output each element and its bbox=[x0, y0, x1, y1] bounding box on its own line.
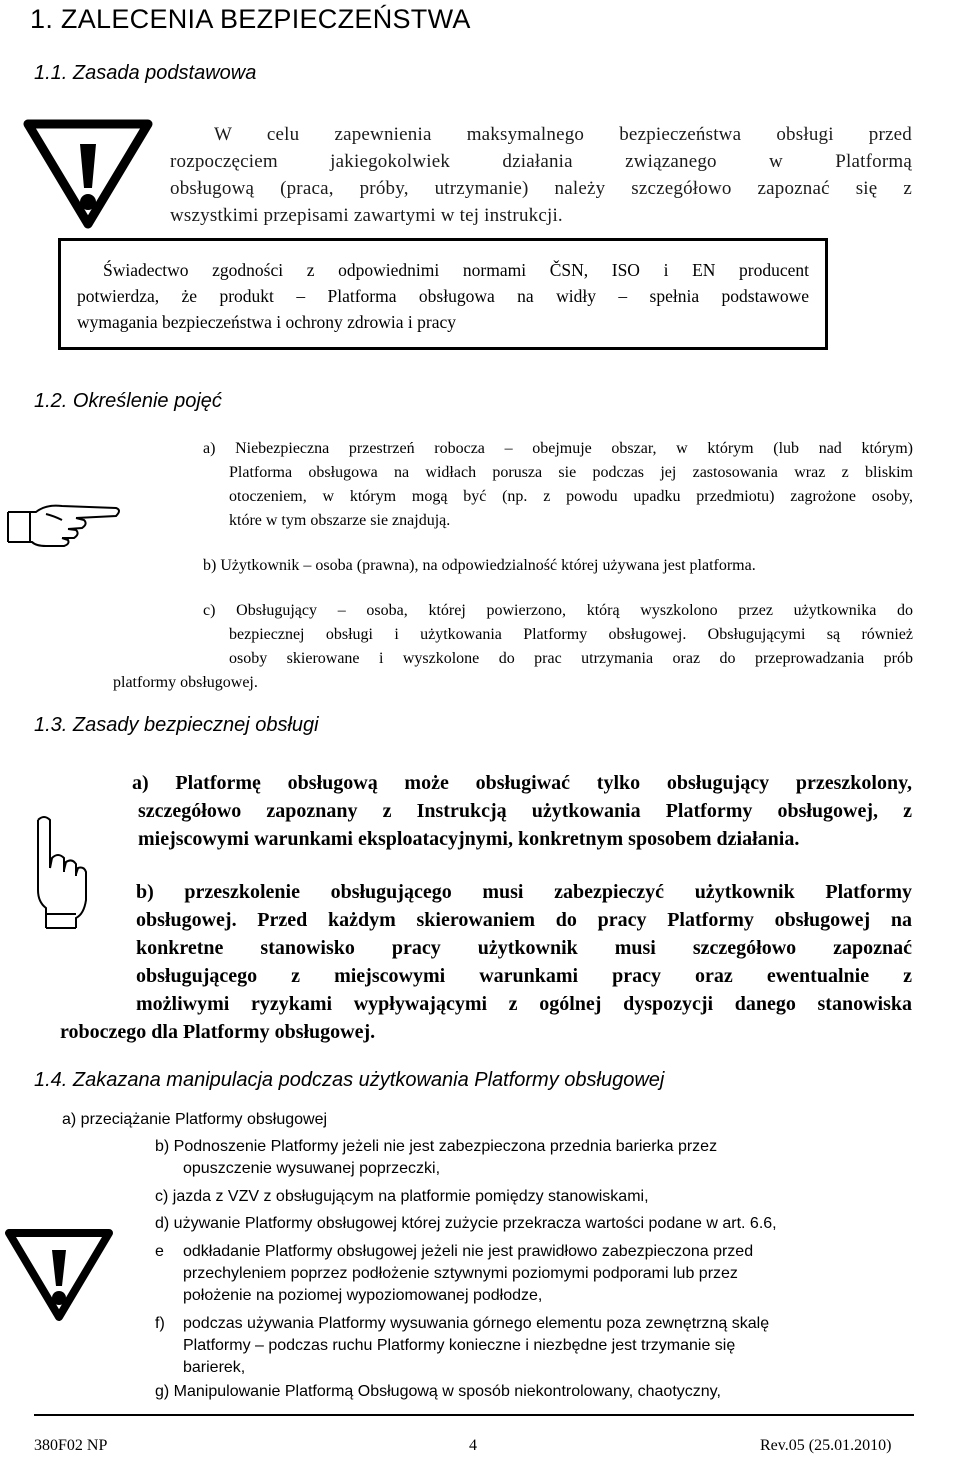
definition-line: Platforma obsługowa na widłach porusza sie podczas jej zastosowania wraz z bliskim bbox=[229, 464, 913, 481]
intro-line: wszystkimi przepisami zawartymi w tej instrukcji. bbox=[170, 205, 563, 226]
subsection-heading-1-1: 1.1. Zasada podstawowa bbox=[34, 62, 257, 84]
list-item-f: podczas używania Platformy wysuwania górnego elementu poza zewnętrzną skalę bbox=[183, 1315, 770, 1332]
intro-line: rozpoczęciem jakiegokolwiek działania związanego w Platformą bbox=[170, 151, 912, 172]
list-item-b-cont: opuszczenie wysuwanej poprzeczki, bbox=[183, 1160, 441, 1177]
definition-line: które w tym obszarze sie znajdują. bbox=[229, 512, 451, 529]
footer-revision: Rev.05 (25.01.2010) bbox=[760, 1437, 892, 1454]
rule-line: obsługowej. Przed każdym skierowaniem do pracy Platformy obsługowej na bbox=[136, 909, 912, 931]
subsection-heading-1-3: 1.3. Zasady bezpiecznej obsługi bbox=[34, 714, 319, 736]
footer-doc-code: 380F02 NP bbox=[34, 1437, 108, 1454]
box-line: potwierdza, że produkt – Platforma obsługowa na widły – spełnia podstawowe bbox=[77, 286, 809, 306]
definition-line: otoczeniem, w którym mogą być (np. z powodu upadku przedmiotu) zagrożone osoby, bbox=[229, 488, 913, 505]
definition-line: osoby skierowane i wyszkolone do prac utrzymania oraz do przeprowadzania prób bbox=[229, 650, 913, 667]
rule-line: obsługującego z miejscowymi warunkami pracy oraz ewentualnie z bbox=[136, 965, 912, 987]
rule-line: roboczego dla Platformy obsługowej. bbox=[60, 1021, 376, 1043]
list-item-b: b) Podnoszenie Platformy jeżeli nie jest zabezpieczona przednia barierka przez bbox=[155, 1138, 718, 1155]
footer-divider bbox=[34, 1414, 914, 1416]
definition-line: c) Obsługujący – osoba, której powierzono, którą wyszkolono przez użytkownika do bbox=[203, 602, 913, 619]
list-item-f-cont: barierek, bbox=[183, 1359, 246, 1376]
list-item-c: c) jazda z VZV z obsługującym na platformie pomiędzy stanowiskami, bbox=[155, 1188, 649, 1205]
list-item-e: odkładanie Platformy obsługowej jeżeli nie jest prawidłowo zabezpieczona przed bbox=[183, 1243, 754, 1260]
list-item-g: g) Manipulowanie Platformą Obsługową w sposób niekontrolowany, chaotyczny, bbox=[155, 1383, 721, 1400]
rule-line: miejscowymi warunkami eksploatacyjnymi, konkretnym sposobem działania. bbox=[138, 828, 800, 850]
list-item-a: a) przeciążanie Platformy obsługowej bbox=[62, 1111, 328, 1128]
list-item-f-marker: f) bbox=[155, 1315, 165, 1332]
list-item-e-marker: e bbox=[155, 1243, 164, 1260]
definition-line: a) Niebezpieczna przestrzeń robocza – obejmuje obszar, w którym (lub nad którym) bbox=[203, 440, 913, 457]
section-title: 1. ZALECENIA BEZPIECZEŃSTWA bbox=[30, 4, 471, 34]
rule-line: konkretne stanowisko pracy użytkownik musi szczegółowo zapoznać bbox=[136, 937, 912, 959]
intro-line: W celu zapewnienia maksymalnego bezpieczeństwa obsługi przed bbox=[214, 124, 912, 145]
subsection-heading-1-2: 1.2. Określenie pojęć bbox=[34, 390, 222, 412]
definition-line: platformy obsługowej. bbox=[113, 674, 258, 691]
rule-line: szczegółowo zapoznany z Instrukcją użytkowania Platformy obsługowej, z bbox=[138, 800, 912, 822]
list-item-e-cont: położenie na poziomej wypoziomowanej podłodze, bbox=[183, 1287, 543, 1304]
definition-b: b) Użytkownik – osoba (prawna), na odpowiedzialność której używana jest platforma. bbox=[203, 557, 756, 574]
list-item-f-cont: Platformy – podczas ruchu Platformy konieczne i niezbędne jest trzymanie się bbox=[183, 1337, 736, 1354]
footer-page-number: 4 bbox=[469, 1437, 477, 1454]
box-line: Świadectwo zgodności z odpowiednimi normami ČSN, ISO i EN producent bbox=[103, 260, 809, 280]
definition-line: bezpiecznej obsługi i użytkowania Platformy obsługowej. Obsługującymi są również bbox=[229, 626, 913, 643]
subsection-heading-1-4: 1.4. Zakazana manipulacja podczas użytkowania Platformy obsługowej bbox=[34, 1069, 665, 1091]
intro-line: obsługową (praca, próby, utrzymanie) należy szczegółowo zapoznać się z bbox=[170, 178, 912, 199]
rule-line: możliwymi ryzykami wypływającymi z ogólnej dyspozycji danego stanowiska bbox=[136, 993, 912, 1015]
rule-line: b) przeszkolenie obsługującego musi zabezpieczyć użytkownik Platformy bbox=[136, 881, 912, 903]
list-item-d: d) używanie Platformy obsługowej której zużycie przekracza wartości podane w art. 6.6, bbox=[155, 1215, 777, 1232]
rule-line: a) Platformę obsługową może obsługiwać tylko obsługujący przeszkolony, bbox=[132, 772, 912, 794]
list-item-e-cont: przechyleniem poprzez podłożenie sztywnymi poziomymi podporami lub przez bbox=[183, 1265, 738, 1282]
box-line: wymagania bezpieczeństwa i ochrony zdrowia i pracy bbox=[77, 312, 457, 332]
